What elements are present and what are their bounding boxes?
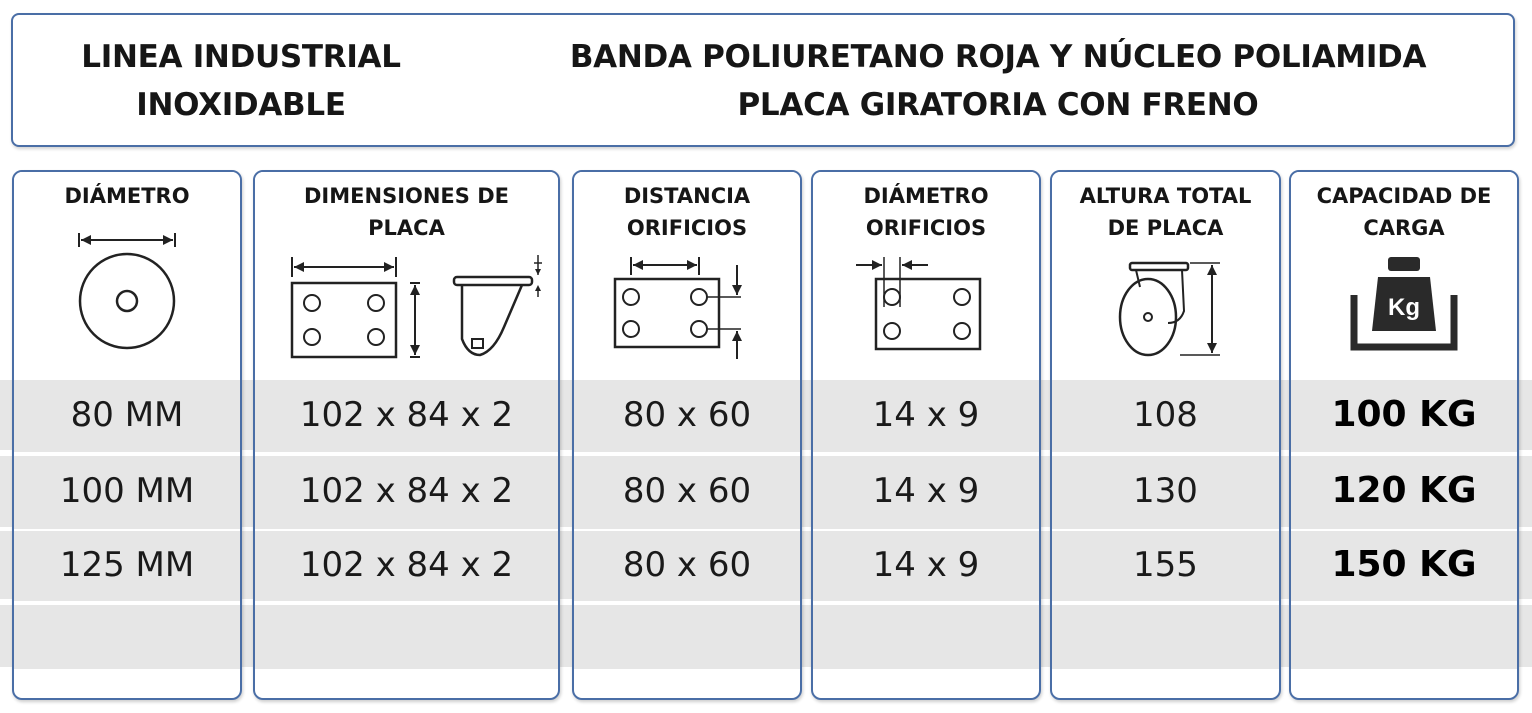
column-heading: ALTURA TOTAL DE PLACA <box>1079 184 1252 240</box>
product-description: BANDA POLIURETANO ROJA Y NÚCLEO POLIAMIDA <box>569 39 1427 75</box>
wheel-diameter-icon <box>14 227 240 367</box>
table-cell: 100 MM <box>59 471 195 511</box>
table-cell: 155 <box>1133 545 1198 585</box>
table-cell: 80 x 60 <box>622 471 752 511</box>
kg-label: Kg <box>1388 294 1420 321</box>
table-cell: 14 x 9 <box>872 471 980 511</box>
table-cell: 108 <box>1133 395 1198 435</box>
mount-description: PLACA GIRATORIA CON FRENO <box>737 87 1259 123</box>
product-line-title: LINEA INDUSTRIAL <box>81 39 401 75</box>
table-cell: 125 MM <box>59 545 195 585</box>
column-heading: DIÁMETRO <box>64 184 190 208</box>
table-cell: 150 KG <box>1331 544 1477 585</box>
caster-height-icon <box>1052 227 1279 367</box>
table-cell: 80 x 60 <box>622 545 752 585</box>
table-cell: 80 MM <box>70 395 184 435</box>
plate-dimensions-icon <box>255 227 558 367</box>
column-load-capacity <box>1289 170 1519 700</box>
table-cell: 130 <box>1133 471 1198 511</box>
table-cell: 80 x 60 <box>622 395 752 435</box>
table-cell: 14 x 9 <box>872 395 980 435</box>
table-cell: 102 x 84 x 2 <box>299 395 514 435</box>
title-header <box>11 13 1515 147</box>
weight-kg-icon <box>1291 227 1517 367</box>
column-hole-diameter <box>811 170 1041 700</box>
table-cell: 102 x 84 x 2 <box>299 545 514 585</box>
column-hole-distance <box>572 170 802 700</box>
product-line-subtitle: INOXIDABLE <box>136 87 346 123</box>
table-cell: 100 KG <box>1331 394 1477 435</box>
column-heading: DIÁMETRO ORIFICIOS <box>863 184 989 240</box>
column-heading: DIMENSIONES DE PLACA <box>304 184 509 240</box>
column-diameter <box>12 170 242 700</box>
column-total-height <box>1050 170 1281 700</box>
table-cell: 120 KG <box>1331 470 1477 511</box>
hole-distance-icon <box>574 227 800 367</box>
table-cell: 14 x 9 <box>872 545 980 585</box>
column-plate-dimensions <box>253 170 560 700</box>
table-cell: 102 x 84 x 2 <box>299 471 514 511</box>
column-heading: CAPACIDAD DE CARGA <box>1316 184 1492 240</box>
column-heading: DISTANCIA ORIFICIOS <box>623 184 751 240</box>
hole-diameter-icon <box>813 227 1039 367</box>
